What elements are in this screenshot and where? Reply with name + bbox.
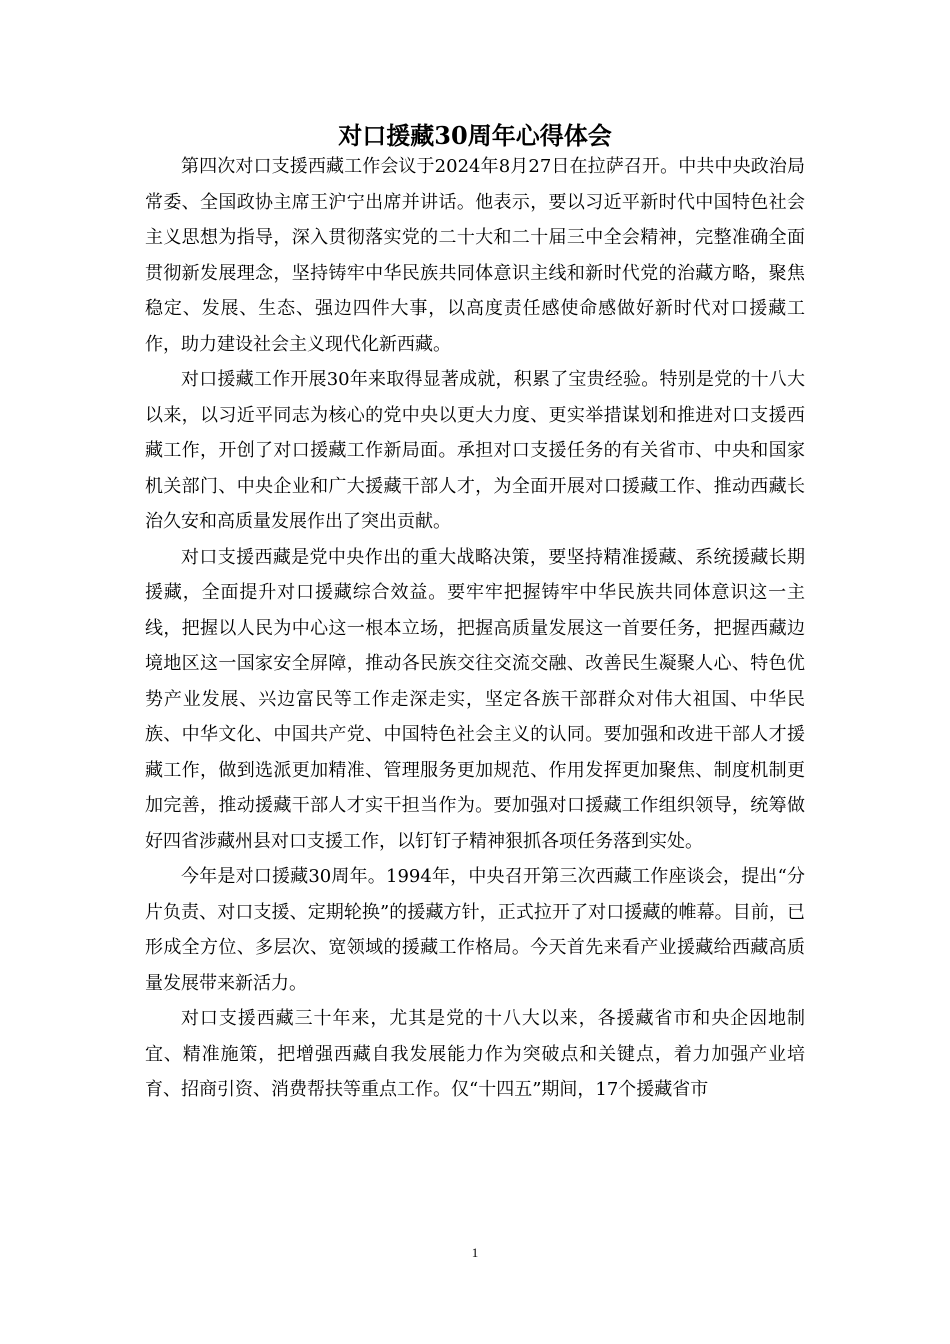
paragraph-5: 对口支援西藏三十年来，尤其是党的十八大以来，各援藏省市和央企因地制宜、精准施策，把增强西藏自我发展能力作为突破点和关键点，着力加强产业培育、招商引资、消费帮扶等重点工作。仅“十四五”期间，17个援藏省市 [145,1008,805,1100]
paragraph-2: 对口援藏工作开展30年来取得显著成就，积累了宝贵经验。特别是党的十八大以来，以习近平同志为核心的党中央以更大力度、更实举措谋划和推进对口支援西藏工作，开创了对口援藏工作新局面。承担对口支援任务的有关省市、中央和国家机关部门、中央企业和广大援藏干部人才，为全面开展对口援藏工作、推动西藏长治久安和高质量发展作出了突出贡献。 [145,369,805,532]
page-number: 1 [471,1245,479,1260]
paragraph-3: 对口支援西藏是党中央作出的重大战略决策，要坚持精准援藏、系统援藏长期援藏，全面提升对口援藏综合效益。要牢牢把握铸牢中华民族共同体意识这一主线，把握以人民为中心这一根本立场，把握高质量发展这一首要任务，把握西藏边境地区这一国家安全屏障，推动各民族交往交流交融、改善民生凝聚人心、特色优势产业发展、兴边富民等工作走深走实，坚定各族干部群众对伟大祖国、中华民族、中华文化、中国共产党、中国特色社会主义的认同。要加强和改进干部人才援藏工作，做到选派更加精准、管理服务更加规范、作用发挥更加聚焦、制度机制更加完善，推动援藏干部人才实干担当作为。要加强对口援藏工作组织领导，统筹做好四省涉藏州县对口支援工作，以钉钉子精神狠抓各项任务落到实处。 [145,546,805,852]
document-body [145,149,805,1108]
paragraph-1: 第四次对口支援西藏工作会议于2024年8月27日在拉萨召开。中共中央政治局常委、全国政协主席王沪宁出席并讲话。他表示，要以习近平新时代中国特色社会主义思想为指导，深入贯彻落实党的二十大和二十届三中全会精神，完整准确全面贯彻新发展理念，坚持铸牢中华民族共同体意识主线和新时代党的治藏方略，聚焦稳定、发展、生态、强边四件大事，以高度责任感使命感做好新时代对口援藏工作，助力建设社会主义现代化新西藏。 [145,156,805,355]
paragraph-4: 今年是对口援藏30周年。1994年，中央召开第三次西藏工作座谈会，提出“分片负责、对口支援、定期轮换”的援藏方针，正式拉开了对口援藏的帷幕。目前，已形成全方位、多层次、宽领域的援藏工作格局。今天首先来看产业援藏给西藏高质量发展带来新活力。 [145,866,805,994]
document-title: 对口援藏30周年心得体会 [338,121,612,150]
